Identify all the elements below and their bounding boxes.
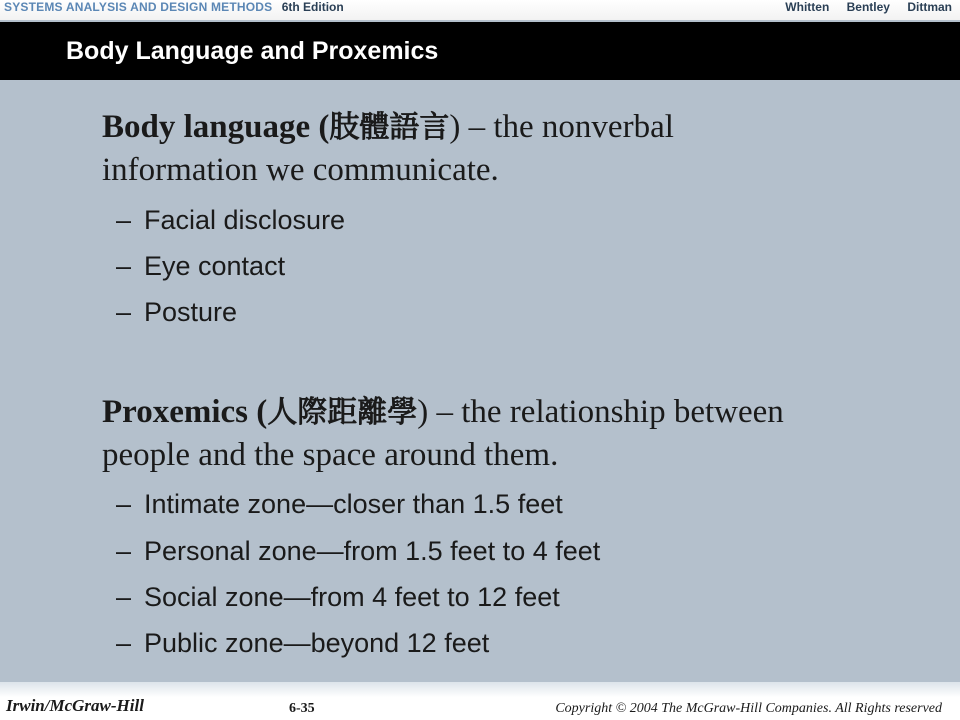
term-cjk: 肢體語言 xyxy=(329,110,450,145)
list-item xyxy=(116,535,600,567)
list-item xyxy=(116,296,237,328)
author-name: Bentley xyxy=(846,0,890,14)
bullet-text: Intimate zone—closer than 1.5 feet xyxy=(144,489,563,519)
list-item xyxy=(116,627,489,659)
slide-content xyxy=(0,80,960,680)
term-label: Body language ( xyxy=(102,109,330,145)
publisher-name: Irwin/McGraw-Hill xyxy=(6,696,144,715)
definition-text: people and the space around them. xyxy=(102,437,559,473)
dash-bullet: – xyxy=(116,489,132,519)
course-title xyxy=(4,0,344,17)
list-item xyxy=(116,250,285,282)
page-number: 6-35 xyxy=(289,701,315,716)
author-list xyxy=(771,0,952,17)
list-item xyxy=(116,581,560,613)
list-item xyxy=(116,204,345,236)
dash-bullet: – xyxy=(116,297,132,327)
bullet-text: Eye contact xyxy=(144,251,286,281)
list-item xyxy=(116,488,563,520)
dash-bullet: – xyxy=(116,251,132,281)
course-name: SYSTEMS ANALYSIS AND DESIGN METHODS xyxy=(4,0,273,14)
edition-label: 6th Edition xyxy=(281,0,344,14)
slide-title: Body Language and Proxemics xyxy=(66,37,439,65)
definition-text: information we communicate. xyxy=(102,152,499,188)
dash-bullet: – xyxy=(116,536,132,566)
proxemics-definition xyxy=(102,391,902,476)
bullet-text: Public zone—beyond 12 feet xyxy=(144,628,490,658)
copyright-notice: Copyright © 2004 The McGraw-Hill Companies. All Rights reserved xyxy=(555,701,942,716)
dash-bullet: – xyxy=(116,628,132,658)
title-bar xyxy=(0,22,960,80)
dash-bullet: – xyxy=(116,205,132,235)
dash-bullet: – xyxy=(116,582,132,612)
author-name: Whitten xyxy=(785,0,830,14)
bullet-text: Posture xyxy=(144,297,238,327)
definition-text: ) – the nonverbal xyxy=(449,109,674,145)
term-label: Proxemics ( xyxy=(102,394,268,430)
author-name: Dittman xyxy=(907,0,952,14)
bullet-text: Personal zone—from 1.5 feet to 4 feet xyxy=(144,536,601,566)
header-strip xyxy=(0,0,960,20)
footer-strip xyxy=(0,682,960,720)
body-language-definition xyxy=(102,106,902,191)
bullet-text: Facial disclosure xyxy=(144,205,346,235)
definition-text: ) – the relationship between xyxy=(417,394,784,430)
bullet-text: Social zone—from 4 feet to 12 feet xyxy=(144,582,560,612)
term-cjk: 人際距離學 xyxy=(267,395,418,430)
